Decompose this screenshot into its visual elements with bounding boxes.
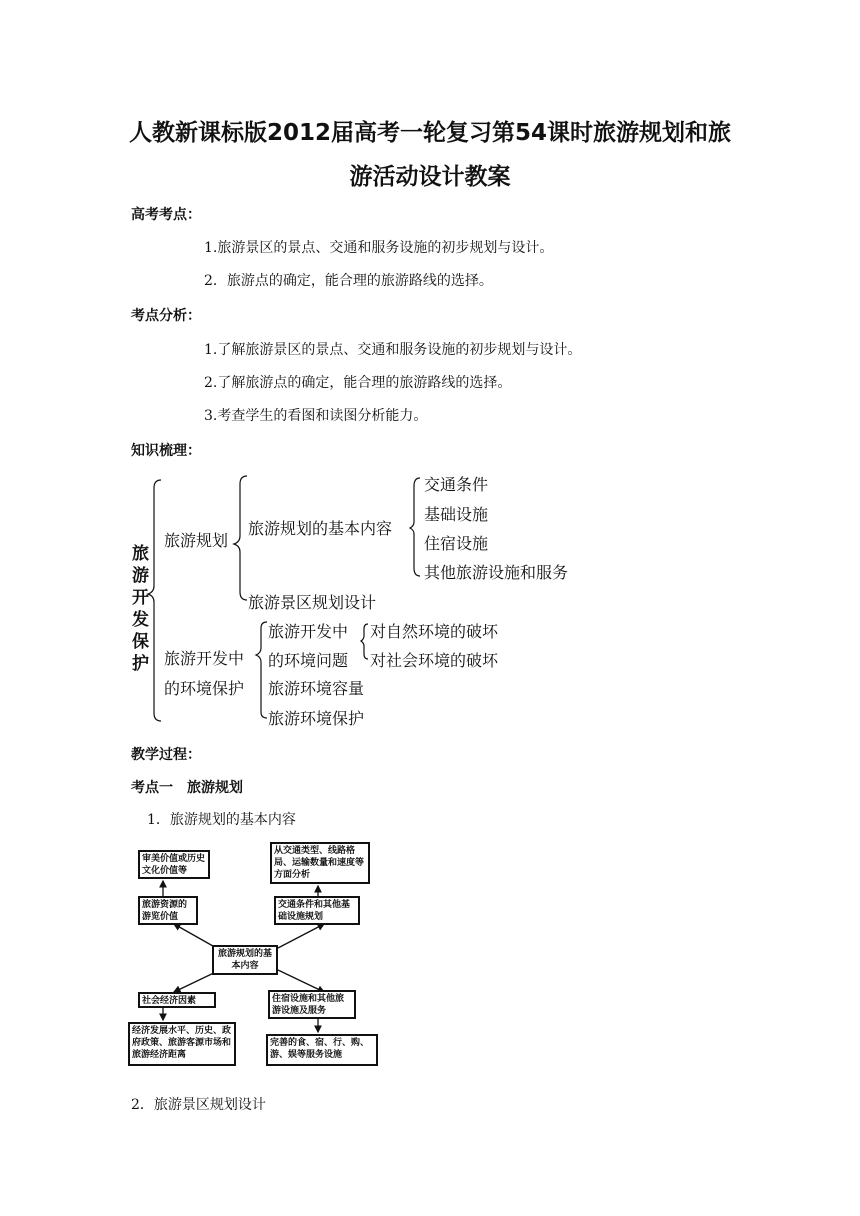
subsection-heading: 1．旅游规划的基本内容 bbox=[147, 812, 296, 828]
flow-box-center: 旅游规划的基本内容 bbox=[212, 945, 278, 975]
flow-box-transport-infra: 交通条件和其他基础设施规划 bbox=[274, 896, 360, 925]
analysis-item: 3.考查学生的看图和读图分析能力。 bbox=[204, 408, 428, 424]
section-heading-knowledge: 知识梳理： bbox=[131, 443, 201, 459]
analysis-item: 1.了解旅游景区的景点、交通和服务设施的初步规划与设计。 bbox=[204, 342, 582, 358]
flow-box-lodging: 住宿设施和其他旅游设施及服务 bbox=[268, 990, 356, 1019]
planning-flowchart bbox=[128, 842, 380, 1072]
flow-box-lodging-detail: 完善的食、宿、行、购、游、娱等服务设施 bbox=[266, 1034, 378, 1066]
tree-node-planning: 旅游规划 bbox=[164, 531, 229, 550]
exam-point-item: 2．旅游点的确定，能合理的旅游路线的选择。 bbox=[204, 273, 493, 289]
section-heading-teaching: 教学过程： bbox=[131, 747, 201, 763]
exam-point-item: 1.旅游景区的景点、交通和服务设施的初步规划与设计。 bbox=[204, 240, 554, 256]
document-title-line1: 人教新课标版2012届高考一轮复习第54课时旅游规划和旅 bbox=[128, 120, 732, 146]
flow-box-socio-detail: 经济发展水平、历史、政府政策、旅游客源市场和旅游经济距离 bbox=[128, 1022, 236, 1066]
section-heading-analysis: 考点分析： bbox=[131, 308, 201, 324]
tree-node-capacity: 旅游环境容量 bbox=[268, 679, 365, 698]
tree-node-env-protection-line2: 的环境保护 bbox=[164, 679, 245, 698]
tree-node-other-services: 其他旅游设施和服务 bbox=[424, 563, 569, 582]
flow-box-aesthetic: 审美价值或历史文化价值等 bbox=[138, 850, 210, 879]
flow-box-socio: 社会经济因素 bbox=[138, 992, 216, 1008]
tree-node-social-damage: 对社会环境的破坏 bbox=[370, 651, 499, 670]
tree-node-env-problem-line1: 旅游开发中 bbox=[268, 622, 349, 641]
flow-box-resource: 旅游资源的游览价值 bbox=[138, 896, 198, 925]
point1-heading: 考点一 旅游规划 bbox=[131, 780, 243, 796]
section-heading-exam-points: 高考考点： bbox=[131, 207, 201, 223]
tree-node-env-problem-line2: 的环境问题 bbox=[268, 651, 349, 670]
subsection-heading: 2．旅游景区规划设计 bbox=[131, 1097, 266, 1113]
analysis-item: 2.了解旅游点的确定，能合理的旅游路线的选择。 bbox=[204, 375, 512, 391]
knowledge-tree bbox=[128, 468, 608, 728]
tree-node-env-protection-line1: 旅游开发中 bbox=[164, 649, 245, 668]
tree-node-protection: 旅游环境保护 bbox=[268, 709, 365, 728]
tree-node-natural-damage: 对自然环境的破坏 bbox=[370, 622, 499, 641]
tree-root-label: 旅游开发保护 bbox=[132, 544, 149, 674]
tree-node-infrastructure: 基础设施 bbox=[424, 505, 489, 524]
tree-node-transport: 交通条件 bbox=[424, 475, 489, 494]
flow-box-transport-analysis: 从交通类型、线路格局、运输数量和速度等方面分析 bbox=[270, 842, 370, 884]
tree-node-scenic-design: 旅游景区规划设计 bbox=[248, 593, 377, 612]
tree-node-basic-content: 旅游规划的基本内容 bbox=[248, 519, 393, 538]
document-title-line2: 游活动设计教案 bbox=[349, 164, 511, 190]
tree-node-lodging: 住宿设施 bbox=[424, 534, 489, 553]
